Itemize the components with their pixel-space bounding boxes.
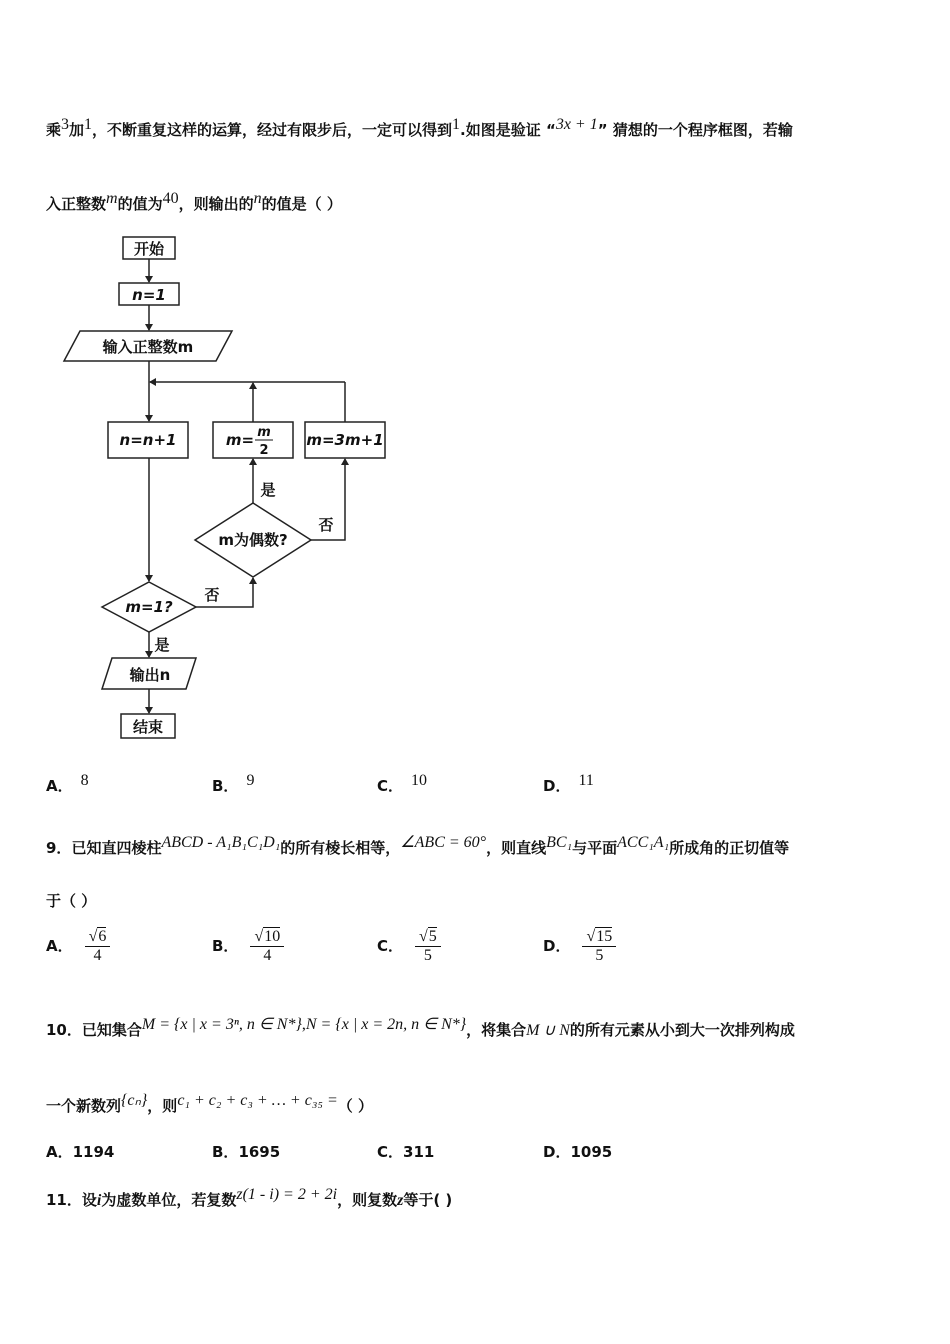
option-label: A． xyxy=(46,1143,73,1161)
q11-text: 等于( ) xyxy=(403,1191,453,1209)
option-label: C． xyxy=(377,777,404,795)
question-number: 11． xyxy=(46,1191,82,1209)
q9-math: BC₁ xyxy=(546,834,573,851)
q9-option-b xyxy=(212,928,284,965)
flow-no-even: 否 xyxy=(318,516,334,534)
option-value: 9 xyxy=(246,772,255,789)
flow-half-num: m xyxy=(257,425,271,440)
q8-math: 1 xyxy=(452,116,461,133)
q10-text: ，则 xyxy=(147,1097,178,1115)
q10-option-c xyxy=(377,1141,434,1162)
flow-even-label: m为偶数? xyxy=(218,531,288,549)
q11-math: z xyxy=(397,1192,404,1209)
q9-math: ∠ABC = 60° xyxy=(400,834,487,851)
q11-text: 为虚数单位，若复数 xyxy=(101,1191,237,1209)
q9-text: 的所有棱长相等， xyxy=(280,839,401,857)
option-label: B． xyxy=(212,1143,239,1161)
q10-math: M = {x | x = 3ⁿ, n ∈ N*} xyxy=(141,1016,302,1033)
option-label: D． xyxy=(543,777,571,795)
option-label: A． xyxy=(46,777,73,795)
q10-option-d xyxy=(543,1141,612,1162)
fraction-denominator: 4 xyxy=(263,947,272,964)
option-fraction: $\frac{√6}{4}$ xyxy=(85,928,111,965)
flow-increment-label: n=n+1 xyxy=(119,431,177,449)
q8-option-d xyxy=(543,772,594,796)
q9-text: 已知直四棱柱 xyxy=(71,839,162,857)
fraction-numerator: 10 xyxy=(264,928,281,945)
q11-math: i xyxy=(96,1192,102,1209)
q8-text: ” 猜想的一个程序框图，若输 xyxy=(597,121,793,139)
question-number: 10． xyxy=(46,1021,82,1039)
option-fraction: $\frac{√5}{5}$ xyxy=(415,928,441,965)
q9-math: ACC₁A₁ xyxy=(617,834,670,851)
q10-text: （ ） xyxy=(337,1097,373,1115)
q8-text: ，不断重复这样的运算，经过有限步后，一定可以得到 xyxy=(92,121,453,139)
option-value: 1695 xyxy=(238,1143,281,1161)
option-label: C． xyxy=(377,937,404,955)
q9-text: ，则直线 xyxy=(486,839,547,857)
fraction-denominator: 5 xyxy=(423,947,432,964)
q9-line2 xyxy=(46,890,96,911)
q8-line2 xyxy=(46,190,342,214)
flowchart xyxy=(0,225,420,755)
flow-init-label: n=1 xyxy=(132,286,166,304)
q8-text: 乘 xyxy=(46,121,62,139)
option-label: D． xyxy=(543,1143,571,1161)
q8-math: m xyxy=(106,190,118,207)
flow-triple-label: m=3m+1 xyxy=(306,431,384,449)
q10-text: 的所有元素从小到大一次排列构成 xyxy=(569,1021,795,1039)
q10-math: , xyxy=(301,1016,306,1033)
q10-text: ，将集合 xyxy=(466,1021,527,1039)
q8-math: 3 xyxy=(61,116,70,133)
fraction-denominator: 4 xyxy=(93,947,102,964)
flow-input-label: 输入正整数m xyxy=(102,338,194,356)
option-value: 311 xyxy=(403,1143,435,1161)
q8-text: ，则输出的 xyxy=(178,195,254,213)
flow-no-one: 否 xyxy=(204,586,220,604)
q9-text: 与平面 xyxy=(572,839,618,857)
q10-math: {cₙ} xyxy=(121,1092,148,1109)
q8-text: 入正整数 xyxy=(46,195,107,213)
option-value: 8 xyxy=(80,772,89,789)
option-label: B． xyxy=(212,937,239,955)
option-fraction: $\frac{√15}{5}$ xyxy=(582,928,616,965)
option-fraction: $\frac{√10}{4}$ xyxy=(250,928,284,965)
option-label: A． xyxy=(46,937,73,955)
q9-text: 于（ ） xyxy=(46,892,97,910)
q10-option-b xyxy=(212,1141,280,1162)
q8-math: 40 xyxy=(162,190,179,207)
q8-text: 的值是（ ） xyxy=(261,195,342,213)
option-label: C． xyxy=(377,1143,404,1161)
flow-one-label: m=1? xyxy=(125,598,173,616)
q10-math: N = {x | x = 2n, n ∈ N*} xyxy=(305,1016,467,1033)
flow-start-label: 开始 xyxy=(133,240,165,258)
flow-end-label: 结束 xyxy=(132,718,164,736)
q8-line1 xyxy=(46,116,793,140)
fraction-denominator: 5 xyxy=(595,947,604,964)
q9-text: 所成角的正切值等 xyxy=(669,839,790,857)
fraction-numerator: 6 xyxy=(98,928,107,945)
option-value: 10 xyxy=(411,772,428,789)
q10-math: c₁ + c₂ + c₃ + … + c₃₅ = xyxy=(177,1092,338,1109)
q8-text: .如图是验证 “ xyxy=(460,121,556,139)
q9-option-d xyxy=(543,928,616,965)
question-number: 9． xyxy=(46,839,72,857)
q10-text: 一个新数列 xyxy=(46,1097,122,1115)
q10-math: M ∪ N xyxy=(526,1022,570,1039)
q8-option-c xyxy=(377,772,427,796)
q8-math: n xyxy=(253,190,262,207)
fraction-numerator: 5 xyxy=(428,928,437,945)
flow-half-den: 2 xyxy=(259,443,269,458)
q8-math: 3x + 1 xyxy=(555,116,598,133)
option-value: 1194 xyxy=(72,1143,115,1161)
q10-option-a xyxy=(46,1141,114,1162)
flow-yes-one: 是 xyxy=(154,636,170,654)
q9-option-c xyxy=(377,928,441,965)
q10-line2 xyxy=(46,1090,373,1116)
option-label: D． xyxy=(543,937,571,955)
flow-output-label: 输出n xyxy=(129,666,171,684)
option-value: 1095 xyxy=(570,1143,613,1161)
fraction-numerator: 15 xyxy=(596,928,613,945)
q11-text: ，则复数 xyxy=(337,1191,398,1209)
flow-yes-even: 是 xyxy=(260,481,276,499)
q11-text: 设 xyxy=(81,1191,97,1209)
q9-math: ABCD - A₁B₁C₁D₁ xyxy=(161,834,281,851)
q9-line1 xyxy=(46,832,789,858)
q8-option-a xyxy=(46,772,89,796)
q11-math: z(1 - i) = 2 + 2i xyxy=(236,1186,338,1203)
option-value: 11 xyxy=(578,772,594,789)
option-label: B． xyxy=(212,777,239,795)
q8-math: 1 xyxy=(84,116,93,133)
q11-line1 xyxy=(46,1186,452,1210)
q8-text: 加 xyxy=(69,121,85,139)
q8-option-b xyxy=(212,772,254,796)
q10-line1 xyxy=(46,1014,795,1040)
q8-text: 的值为 xyxy=(117,195,163,213)
q9-option-a xyxy=(46,928,110,965)
q10-text: 已知集合 xyxy=(81,1021,142,1039)
flow-half-left: m= xyxy=(225,431,255,449)
